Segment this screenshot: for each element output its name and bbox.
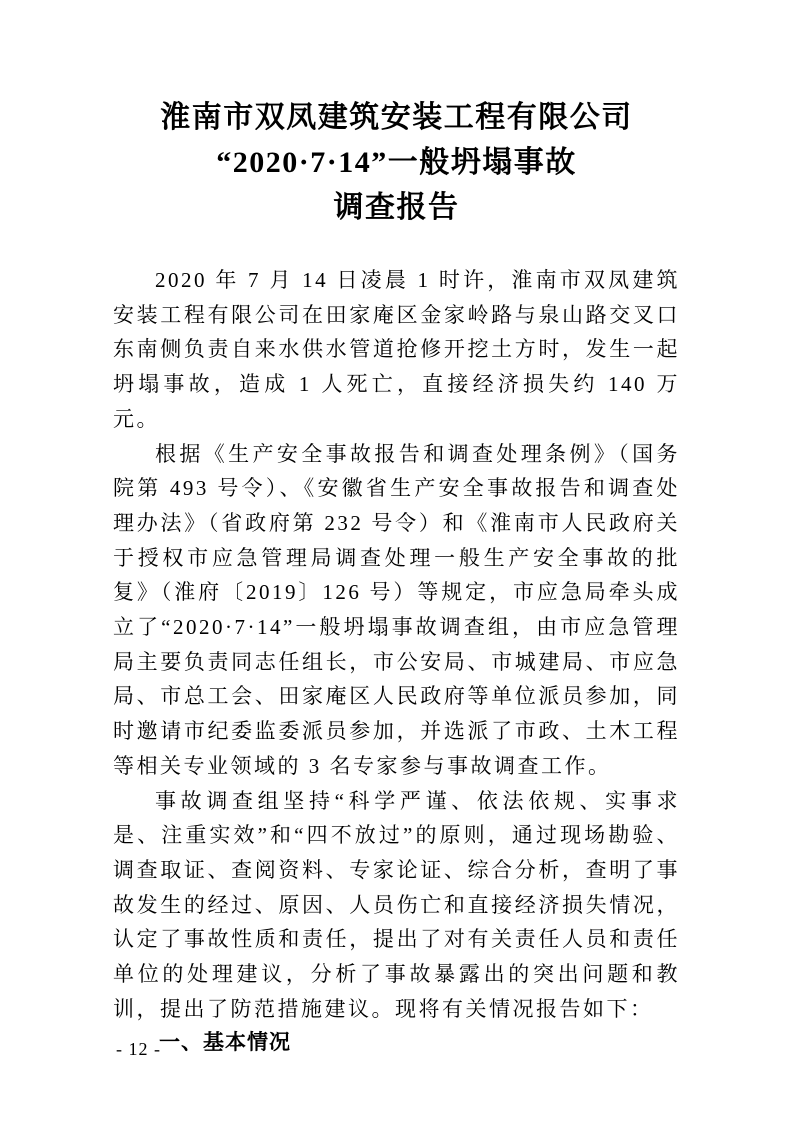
document-body <box>113 263 680 1061</box>
section-heading-basic-info: 一、基本情况 <box>159 1031 291 1055</box>
page-number: - 12 - <box>116 1039 161 1059</box>
report-title-line-accident: “2020·7·14”一般坍塌事故 <box>216 146 577 179</box>
paragraph-investigation-principles: 事故调查组坚持“科学严谨、依法依规、实事求是、注重实效”和“四不放过”的原则，通过现场勘验、调查取证、查阅资料、专家论证、综合分析，查明了事故发生的经过、原因、人员伤亡和直接经济损失情况，认定了事故性质和责任，提出了对有关责任人员和责任单位的处理建议，分析了事故暴露出的突出问题和教训，提出了防范措施建议。现将有关情况报告如下： <box>113 788 680 1021</box>
report-title <box>113 95 680 230</box>
paragraph-investigation-basis: 根据《生产安全事故报告和调查处理条例》（国务院第 493 号令）、《安徽省生产安全事故报告和调查处理办法》（省政府第 232 号令）和《淮南市人民政府关于授权市应急管理局调查处理一般生产安全事故的批复》（淮府〔2019〕126 号）等规定，市应急局牵头成立了“2020·7·14”一般坍塌事故调查组，由市应急管理局主要负责同志任组长，市公安局、市城建局、市应急局、市总工会、田家庵区人民政府等单位派员参加，同时邀请市纪委监委派员参加，并选派了市政、土木工程等相关专业领域的 3 名专家参与事故调查工作。 <box>113 441 680 778</box>
report-title-line-company: 淮南市双凤建筑安装工程有限公司 <box>160 101 633 134</box>
paragraph-accident-summary: 2020 年 7 月 14 日凌晨 1 时许，淮南市双凤建筑安装工程有限公司在田家庵区金家岭路与泉山路交叉口东南侧负责自来水供水管道抢修开挖土方时，发生一起坍塌事故，造成 1 人死亡，直接经济损失约 140 万元。 <box>113 268 680 431</box>
report-title-line-report: 调查报告 <box>333 191 460 224</box>
